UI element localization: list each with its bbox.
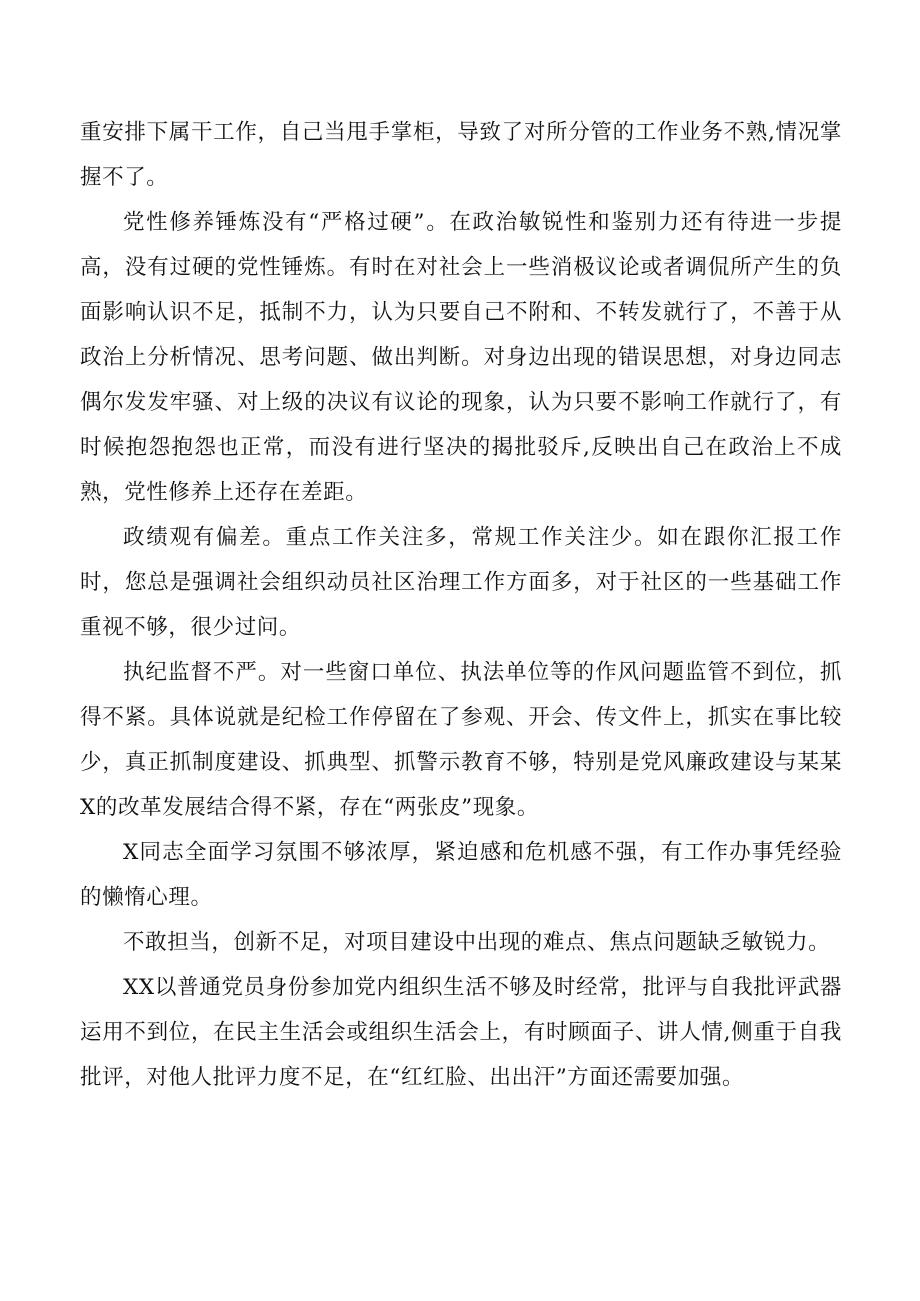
paragraph-responsibility: 不敢担当，创新不足，对项目建设中出现的难点、焦点问题缺乏敏锐力。: [123, 930, 831, 955]
paragraph-organizational-life: XX以普通党员身份参加党内组织生活不够及时经常，批评与自我批评武器运用不到位，在民主生活会或组织生活会上，有时顾面子、讲人情,侧重于自我批评，对他人批评力度不足，在“红红脸、出出汗”方面还需要加强。: [80, 975, 842, 1090]
paragraph-learning-atmosphere: X同志全面学习氛围不够浓厚，紧迫感和危机感不强，有工作办事凭经验的懒惰心理。: [80, 840, 842, 910]
paragraph-performance-view: 政绩观有偏差。重点工作关注多，常规工作关注少。如在跟你汇报工作时，您总是强调社会组织动员社区治理工作方面多，对于社区的一些基础工作重视不够，很少过问。: [80, 525, 842, 640]
document-body: [80, 110, 842, 1100]
paragraph-discipline-supervision: 执纪监督不严。对一些窗口单位、执法单位等的作风问题监管不到位，抓得不紧。具体说就是纪检工作停留在了参观、开会、传文件上，抓实在事比较少，真正抓制度建设、抓典型、抓警示教育不够，特别是党风廉政建设与某某X的改革发展结合得不紧，存在“两张皮”现象。: [80, 660, 842, 820]
paragraph-continuation: 重安排下属干工作，自己当甩手掌柜，导致了对所分管的工作业务不熟,情况掌握不了。: [80, 120, 842, 190]
paragraph-party-cultivation: 党性修养锤炼没有“严格过硬”。在政治敏锐性和鉴别力还有待进一步提高，没有过硬的党性锤炼。有时在对社会上一些消极议论或者调侃所产生的负面影响认识不足，抵制不力，认为只要自己不附和、不转发就行了，不善于从政治上分析情况、思考问题、做出判断。对身边出现的错误思想，对身边同志偶尔发发牢骚、对上级的决议有议论的现象，认为只要不影响工作就行了，有时候抱怨抱怨也正常，而没有进行坚决的揭批驳斥,反映出自己在政治上不成熟，党性修养上还存在差距。: [80, 210, 842, 505]
